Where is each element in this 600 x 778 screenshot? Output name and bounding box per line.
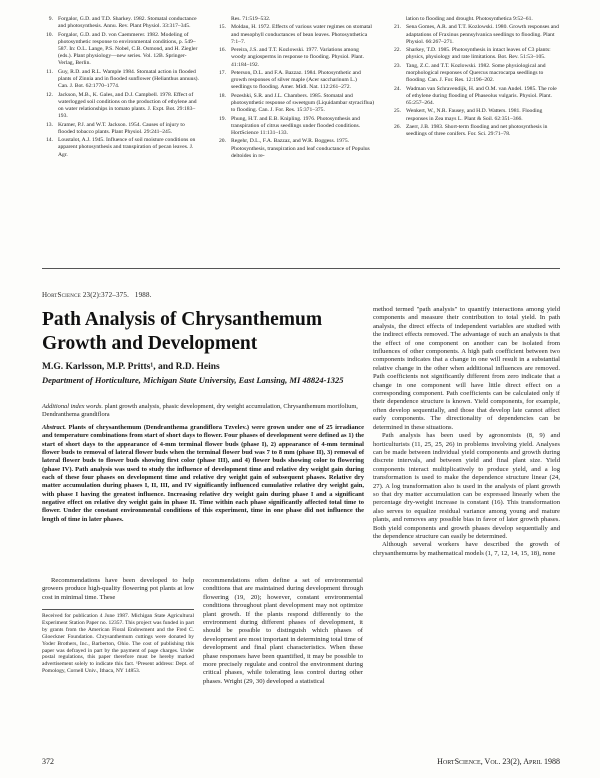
reference-item — [42, 122, 200, 136]
reference-item — [215, 24, 375, 46]
reference-text: Pereira, J.S. and T.T. Kozlowski. 1977. Variations among woody angiosperms in response to flooding. Physiol. Plant. 41:184–192. — [231, 47, 365, 68]
authors: M.G. Karlsson, M.P. Pritts¹, and R.D. Heins — [42, 362, 220, 372]
references-col-3 — [390, 16, 560, 140]
abstract — [42, 424, 364, 524]
reference-number: 11. — [46, 68, 53, 75]
reference-text: Phung, H.T. and E.B. Knipling. 1976. Photosynthesis and transpiration of citrus seedlings under flooded conditions. HortScience 11:131–133. — [231, 115, 361, 136]
body-col-1: Recommendations have been developed to help growers produce high-quality flowering pot plants at low cost in minimal time. These — [42, 577, 194, 601]
body-col-2: recommendations often define a set of environmental conditions that are maintained during development through flowering (19, 20); however, constant environmental conditions throughout plant development may not optimize plant growth. If the plants respond differently to the environment during different phases of development, it should be possible to distinguish which phases of development are most important in determining total time of development and final plant characteristics. When these phase responses have been quantified, it may be possible to more precisely regulate and control the environment during critical phases, while tolerating less control during other phases. Wright (29, 30) developed a statistical — [203, 577, 363, 685]
reference-text: Zaerr, J.B. 1983. Short-term flooding and net photosynthesis in seedlings of three conifers. For. Sci. 29:71–78. — [406, 123, 548, 138]
reference-item — [215, 93, 375, 115]
reference-item — [42, 32, 200, 68]
reference-item — [42, 69, 200, 91]
reference-number: 16. — [219, 47, 226, 54]
reference-text: Wadman van Schravendijk, H. and O.M. van Andel. 1985. The role of ethylene during flooding of Phaseolus vulgaris. Physiol. Plant. 65:257–264. — [406, 85, 557, 106]
citation: 23(2):372–375. — [82, 291, 130, 299]
affiliation: Department of Horticulture, Michigan State University, East Lansing, MI 48824-1325 — [42, 375, 344, 385]
footnote: Received for publication 4 June 1987. Michigan State Agricultural Experiment Station Paper no. 12357. This project was funded in part by grants from the American Floral Endowment and the Fred C. Gloeckner Foundation. Chrysanthemum cuttings were donated by Yoder Brothers, Inc., Barberton, Ohio. The cost of publishing this paper was defrayed in part by the payment of page charges. Under postal regulations, this paper therefore must be hereby marked advertisement solely to indicate this fact. ¹Present address: Dept. of Pomology, Cornell Univ., Ithaca, NY 14853. — [42, 613, 194, 675]
reference-item — [215, 16, 375, 23]
reference-text: lation to flooding and drought. Photosynthetica 9:52–61. — [406, 16, 533, 22]
reference-text: Jackson, M.B., K. Gales, and D.J. Campbell. 1978. Effect of waterlogged soil conditions on the production of ethylene and on water relationships in tomato plants. J. Expt. Bot. 29:183–193. — [58, 91, 197, 120]
reference-number: 9. — [48, 16, 53, 22]
reference-number: 21. — [394, 24, 401, 31]
reference-text: Loustalot, A.J. 1945. Influence of soil moisture conditions on apparent photosynthesis and transpiration of pecan leaves. J. Agr. — [58, 137, 196, 158]
footnote-rule — [42, 609, 194, 610]
reference-text: Sena Gomes, A.R. and T.T. Kozlowski. 1980. Growth responses and adaptations of Fraxinus pennsylvanica seedlings to flooding. Plant Physiol. 66:267–271. — [406, 24, 559, 45]
index-words-text: plant growth analysis, phasic development, dry weight accumulation, Chrysanthemum morifolium, Dendranthema grandiflora — [42, 403, 358, 419]
body-col-3-para-1: method termed "path analysis" to quantify interactions among yield components and measure their contribution to total yield. In path analysis, the direct effects of independent variables are studied with the indirect effects removed. The advantage of such an analysis is that the effect of one component on another can be isolated from influences of other components. A high path coefficient between two components indicates that a change in one will result in a substantial relative change in the other when additional influences are removed. Path coefficients not significantly different from zero indicate that a change in one component will have little direct effect on a corresponding component. Path coefficients can be calculated only if their dependence structure is known. Yield components, for example, often develop sequentially, and those that develop late cannot affect early components. The directionality of dependencies can be determined in these situations. — [373, 306, 560, 431]
reference-text: Guy, R.D. and R.L. Wample 1984. Stomatal action in flooded plants of Zinnia and in flooded sunflower (Helianthus annuus). Can. J. Bot. 62:1770–1774. — [58, 68, 199, 90]
abstract-text: Plants of chrysanthemum (Dendranthema grandiflora Tzvelev.) were grown under one of 25 irradiance and temperature combinations from start of short days to flower. Four phases of development were defined as 1) the start of short days to the appearance of 4-mm terminal flower buds (phase I), 2) appearance of 4-mm terminal flower buds to removal of lateral flower buds when the terminal flower bud was 7 to 8 mm (phase II), 3) removal of lateral flower buds to flower buds showing first color (phase III), and 4) flower buds showing color to flowering (phase IV). Path analysis was used to study the influence of development time and relative dry weight gain during each of these four phases on development time and relative dry weight gain of subsequent phases. Relative dry matter accumulation during phases I, II, III, and IV significantly influenced cumulative relative dry weight gain, with phase I having the greatest influence. Increasing relative dry weight gain during phase I and a significant negative effect on relative dry weight gain in phase II. Time within each phase significantly affected total time to flower. Under the constant environmental conditions of this experiment, time in one phase did not influence the length of time in later phases. — [42, 424, 365, 523]
reference-item — [390, 63, 560, 85]
reference-item — [390, 47, 560, 61]
body-col-3-para-3: Although several workers have described the growth of chrysanthemums by mathematical models (1, 7, 12, 14, 15, 18), none — [373, 541, 560, 557]
reference-item — [390, 16, 560, 23]
reference-number: 20. — [219, 138, 226, 145]
reference-item — [42, 16, 200, 30]
reference-number: 14. — [46, 137, 53, 144]
reference-number: 10. — [46, 31, 53, 38]
reference-number: 15. — [219, 24, 226, 31]
references-col-2 — [215, 16, 375, 161]
reference-item — [215, 47, 375, 69]
reference-text: Pezeshki, S.R. and J.L. Chambers. 1985. Stomatal and photosynthetic response of sweetgum (Liquidambar styraciflua) to flooding. Can. J. For. Res. 15:371–375. — [231, 92, 375, 114]
reference-text: Regehr, D.L., F.A. Bazzaz, and W.R. Boggess. 1975. Photosynthesis, transpiration and leaf conductance of Populus deltoides in re- — [231, 138, 370, 159]
reference-number: 26. — [394, 123, 401, 130]
reference-number — [215, 16, 231, 23]
reference-number: 25. — [394, 108, 401, 115]
reference-number: 12. — [46, 91, 53, 98]
reference-number: 23. — [394, 62, 401, 69]
reference-item — [390, 24, 560, 46]
reference-text: Peterson, D.L. and F.A. Bazzaz. 1984. Photosynthetic and growth responses of silver maple (Acer saccharinum L.) seedlings to flooding. Amer. Midl. Nat. 112:261–272. — [231, 69, 361, 91]
reference-text: Sharkey, T.D. 1985. Photosynthesis in intact leaves of C3 plants: physics, physiology and rate limitations. Bot. Rev. 51:53–105. — [406, 47, 551, 61]
reference-number: 17. — [219, 69, 226, 76]
footer-journal: HortScience, Vol. 23(2), April 1988 — [437, 757, 560, 766]
reference-text: Kramer, P.J. and W.T. Jackson. 1954. Causes of injury to flooded tobacco plants. Plant Physiol. 29:241–245. — [58, 121, 185, 135]
reference-text: Forgalor, G.D. and T.D. Sharkey. 1982. Stomatal conductance and photosynthesis. Annu. Rev. Plant Physiol. 33:317–345. — [58, 16, 197, 30]
reference-item — [390, 86, 560, 108]
reference-text: Res. 71:519–532. — [231, 16, 271, 22]
page-number: 372 — [42, 757, 54, 766]
reference-item — [215, 70, 375, 92]
journal-citation — [42, 291, 152, 299]
reference-item — [390, 108, 560, 122]
reference-text: Tang, Z.C. and T.T. Kozlowski. 1982. Some physiological and morphological responses of Quercus macrocarpa seedlings to flooding. Can. J. For. Res. 12:196–202. — [406, 62, 546, 84]
body-col-3 — [373, 306, 560, 558]
reference-text: Moldau, H. 1972. Effects of various water regimes on stomatal and mesophyll conductances of bean leaves. Photosynthetica 7:1–7. — [231, 24, 372, 45]
references-col-1 — [42, 16, 200, 160]
body-col-3-para-2: Path analysis has been used by agronomists (8, 9) and horticulturists (11, 25, 25, 26) in problems involving yield. Analyses can be made between individual yield components and growth during discrete intervals, and between yield and final plant size. Yield components interact multiplicatively to produce yield, and a log transformation is used to make the dependence structure linear (24, 27). A log transformation also is used in the analysis of plant growth so that dry matter accumulation can be expressed linearly when the percentage dry-weight increase is constant (16). This transformation also serves to equalize residual variance among young and mature plants, and removes any possible bias in favor of later growth phases. Both yield components and growth phases develop sequentially and the dependence structure can easily be determined. — [373, 432, 560, 540]
reference-number: 19. — [219, 115, 226, 122]
header-rule — [42, 268, 560, 269]
citation-year: 1988. — [134, 291, 152, 299]
reference-item — [42, 92, 200, 121]
abstract-label: Abstract. — [42, 424, 67, 431]
reference-number: 13. — [46, 121, 53, 128]
reference-text: Wenkert, W., N.R. Fausey, and H.D. Watters. 1981. Flooding responses in Zea mays L. Plant & Soil. 62:351–366. — [406, 108, 543, 122]
reference-number: 22. — [394, 47, 401, 54]
reference-text: Forgalor, G.D. and D. von Caemmerer. 1982. Modeling of photosynthetic response to environmental conditions, p. 549–587. In: O.L. Lange, P.S. Nobel, C.B. Osmond, and H. Ziegler (eds.). Plant physiology—new series. Vol. 12B. Springer-Verlag, Berlin. — [58, 31, 198, 67]
reference-item — [390, 124, 560, 138]
journal-name: HortScience — [42, 291, 81, 299]
index-words-label: Additional index words. — [42, 403, 104, 410]
article-title: Path Analysis of Chrysanthemum Growth and Development — [42, 309, 323, 354]
reference-number: 24. — [394, 85, 401, 92]
reference-item — [215, 116, 375, 138]
reference-number — [390, 16, 406, 23]
reference-number: 18. — [219, 92, 226, 99]
reference-item — [42, 137, 200, 159]
index-words — [42, 403, 364, 419]
reference-item — [215, 138, 375, 160]
